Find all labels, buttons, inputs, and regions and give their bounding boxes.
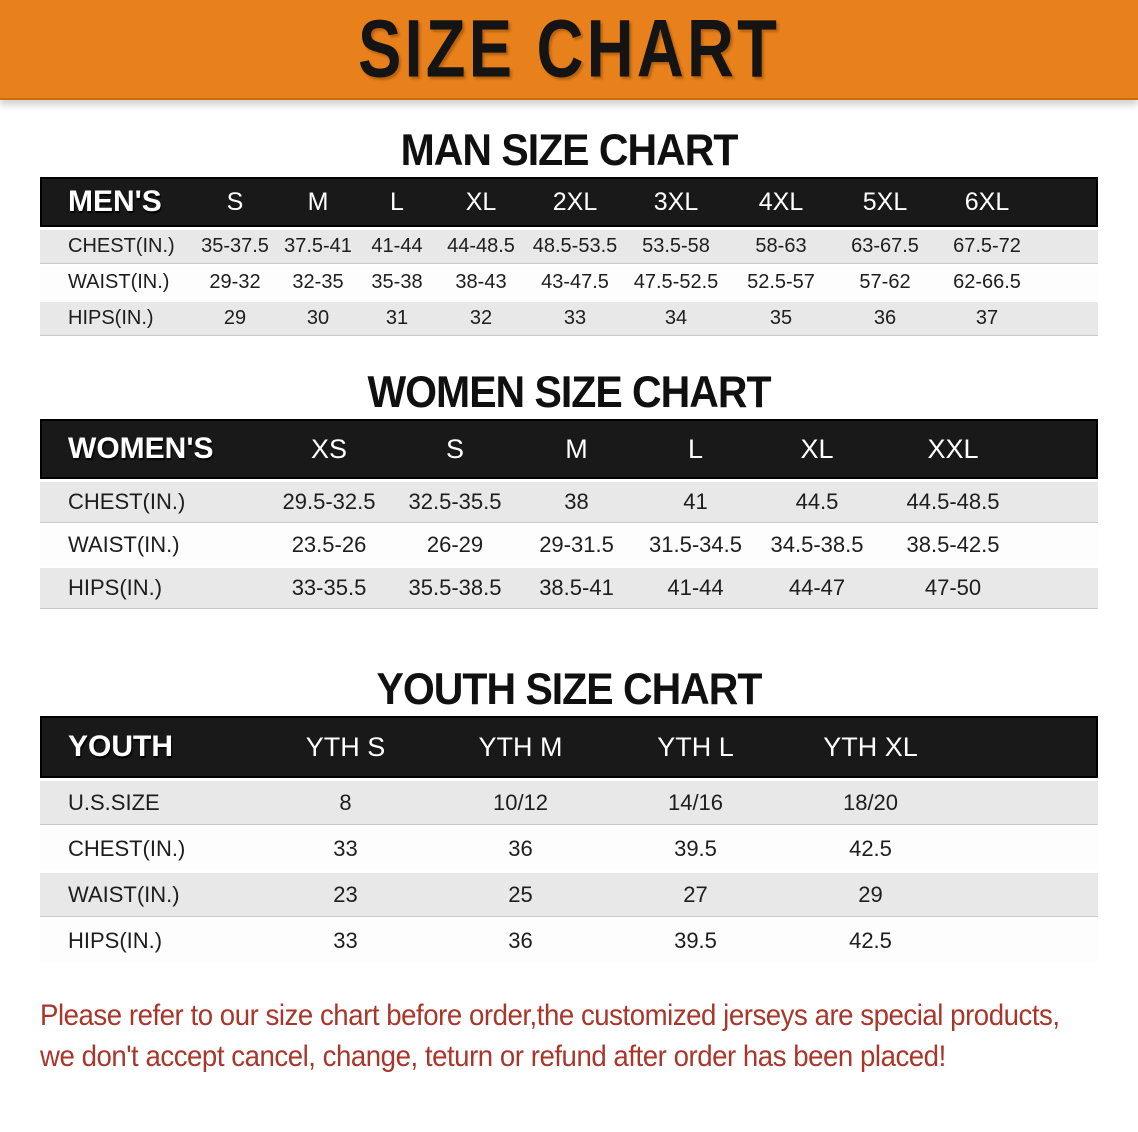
table-cell: 39.5 (608, 827, 783, 870)
column-header: M (517, 419, 636, 479)
table-row (40, 482, 1098, 522)
table-cell: 57-62 (834, 266, 936, 299)
row-label: CHEST(IN.) (40, 482, 265, 522)
table-cell: 26-29 (393, 525, 517, 565)
table-cell: 42.5 (783, 919, 958, 962)
table-cell (1027, 525, 1098, 565)
table-cell: 8 (258, 781, 433, 824)
men-corner-label: MEN'S (40, 177, 192, 227)
header-spacer (958, 716, 1098, 778)
column-header: 6XL (936, 177, 1038, 227)
table-cell: 48.5-53.5 (526, 230, 624, 263)
table-cell: 23.5-26 (265, 525, 393, 565)
column-header: XL (755, 419, 879, 479)
table-cell: 62-66.5 (936, 266, 1038, 299)
footer-note-line-1: Please refer to our size chart before order,the customized jerseys are special products, (40, 999, 1060, 1032)
table-cell: 33-35.5 (265, 568, 393, 608)
table-cell: 67.5-72 (936, 230, 1038, 263)
footer-note-line-2: we don't accept cancel, change, teturn or refund after order has been placed! (40, 1040, 946, 1073)
column-header: YTH XL (783, 716, 958, 778)
page-title: SIZE CHART (357, 3, 781, 95)
table-cell: 27 (608, 873, 783, 916)
table-cell: 29.5-32.5 (265, 482, 393, 522)
table-cell: 35-37.5 (192, 230, 278, 263)
men-section-heading: MAN SIZE CHART (400, 125, 738, 175)
table-row (40, 230, 1098, 263)
table-row (40, 266, 1098, 299)
table-cell: 44-47 (755, 568, 879, 608)
table-row (40, 827, 1098, 870)
table-cell: 30 (278, 302, 358, 335)
row-label: WAIST(IN.) (40, 525, 265, 565)
table-cell: 38.5-41 (517, 568, 636, 608)
table-cell: 41-44 (636, 568, 755, 608)
table-cell: 44.5 (755, 482, 879, 522)
footer-note (40, 995, 1098, 1077)
column-header: XXL (879, 419, 1027, 479)
table-cell: 53.5-58 (624, 230, 728, 263)
table-cell (958, 919, 1098, 962)
table-cell: 38 (517, 482, 636, 522)
table-cell (1038, 230, 1098, 263)
table-cell: 37.5-41 (278, 230, 358, 263)
table-cell: 38-43 (436, 266, 526, 299)
table-row (40, 873, 1098, 916)
table-cell (958, 781, 1098, 824)
table-cell: 31 (358, 302, 436, 335)
column-header: S (192, 177, 278, 227)
women-size-table (40, 416, 1098, 611)
header-spacer (1038, 177, 1098, 227)
table-cell: 39.5 (608, 919, 783, 962)
table-cell: 33 (258, 827, 433, 870)
column-header: 4XL (728, 177, 834, 227)
column-header: L (636, 419, 755, 479)
table-cell: 34.5-38.5 (755, 525, 879, 565)
table-cell: 29-32 (192, 266, 278, 299)
table-cell: 36 (433, 827, 608, 870)
table-cell: 23 (258, 873, 433, 916)
women-section-heading: WOMEN SIZE CHART (367, 367, 771, 417)
table-row (40, 781, 1098, 824)
table-cell: 32 (436, 302, 526, 335)
table-cell: 44.5-48.5 (879, 482, 1027, 522)
table-cell (1027, 568, 1098, 608)
table-row (40, 568, 1098, 608)
column-header: XL (436, 177, 526, 227)
header-spacer (1027, 419, 1098, 479)
row-label: HIPS(IN.) (40, 919, 258, 962)
table-cell (958, 827, 1098, 870)
table-cell: 33 (526, 302, 624, 335)
table-cell: 14/16 (608, 781, 783, 824)
table-cell: 32.5-35.5 (393, 482, 517, 522)
men-header-row (40, 177, 1098, 227)
women-corner-label: WOMEN'S (40, 419, 265, 479)
table-cell: 35.5-38.5 (393, 568, 517, 608)
table-cell: 63-67.5 (834, 230, 936, 263)
column-header: YTH L (608, 716, 783, 778)
table-cell: 47-50 (879, 568, 1027, 608)
table-cell: 29 (192, 302, 278, 335)
table-cell: 35-38 (358, 266, 436, 299)
table-cell: 18/20 (783, 781, 958, 824)
table-cell: 34 (624, 302, 728, 335)
table-row (40, 302, 1098, 335)
table-cell: 41-44 (358, 230, 436, 263)
table-cell: 29 (783, 873, 958, 916)
column-header: 2XL (526, 177, 624, 227)
column-header: S (393, 419, 517, 479)
youth-size-table (40, 713, 1098, 965)
row-label: WAIST(IN.) (40, 266, 192, 299)
column-header: YTH M (433, 716, 608, 778)
table-cell: 52.5-57 (728, 266, 834, 299)
table-row (40, 919, 1098, 962)
row-label: CHEST(IN.) (40, 827, 258, 870)
table-cell: 10/12 (433, 781, 608, 824)
column-header: M (278, 177, 358, 227)
table-cell: 38.5-42.5 (879, 525, 1027, 565)
table-cell: 42.5 (783, 827, 958, 870)
table-cell: 44-48.5 (436, 230, 526, 263)
table-cell: 35 (728, 302, 834, 335)
women-header-row (40, 419, 1098, 479)
row-label: HIPS(IN.) (40, 302, 192, 335)
table-cell: 25 (433, 873, 608, 916)
table-cell: 58-63 (728, 230, 834, 263)
column-header: 3XL (624, 177, 728, 227)
youth-section-heading: YOUTH SIZE CHART (376, 664, 762, 714)
table-cell: 47.5-52.5 (624, 266, 728, 299)
table-cell: 36 (834, 302, 936, 335)
table-cell: 31.5-34.5 (636, 525, 755, 565)
table-cell (1038, 302, 1098, 335)
column-header: YTH S (258, 716, 433, 778)
table-cell: 41 (636, 482, 755, 522)
table-cell: 32-35 (278, 266, 358, 299)
table-cell: 43-47.5 (526, 266, 624, 299)
banner (0, 0, 1138, 100)
youth-header-row (40, 716, 1098, 778)
column-header: XS (265, 419, 393, 479)
column-header: L (358, 177, 436, 227)
table-cell: 29-31.5 (517, 525, 636, 565)
table-cell: 33 (258, 919, 433, 962)
column-header: 5XL (834, 177, 936, 227)
youth-corner-label: YOUTH (40, 716, 258, 778)
table-cell (1027, 482, 1098, 522)
row-label: U.S.SIZE (40, 781, 258, 824)
table-cell: 36 (433, 919, 608, 962)
row-label: WAIST(IN.) (40, 873, 258, 916)
table-cell (958, 873, 1098, 916)
row-label: CHEST(IN.) (40, 230, 192, 263)
table-cell: 37 (936, 302, 1038, 335)
table-cell (1038, 266, 1098, 299)
men-size-table (40, 174, 1098, 338)
table-row (40, 525, 1098, 565)
row-label: HIPS(IN.) (40, 568, 265, 608)
